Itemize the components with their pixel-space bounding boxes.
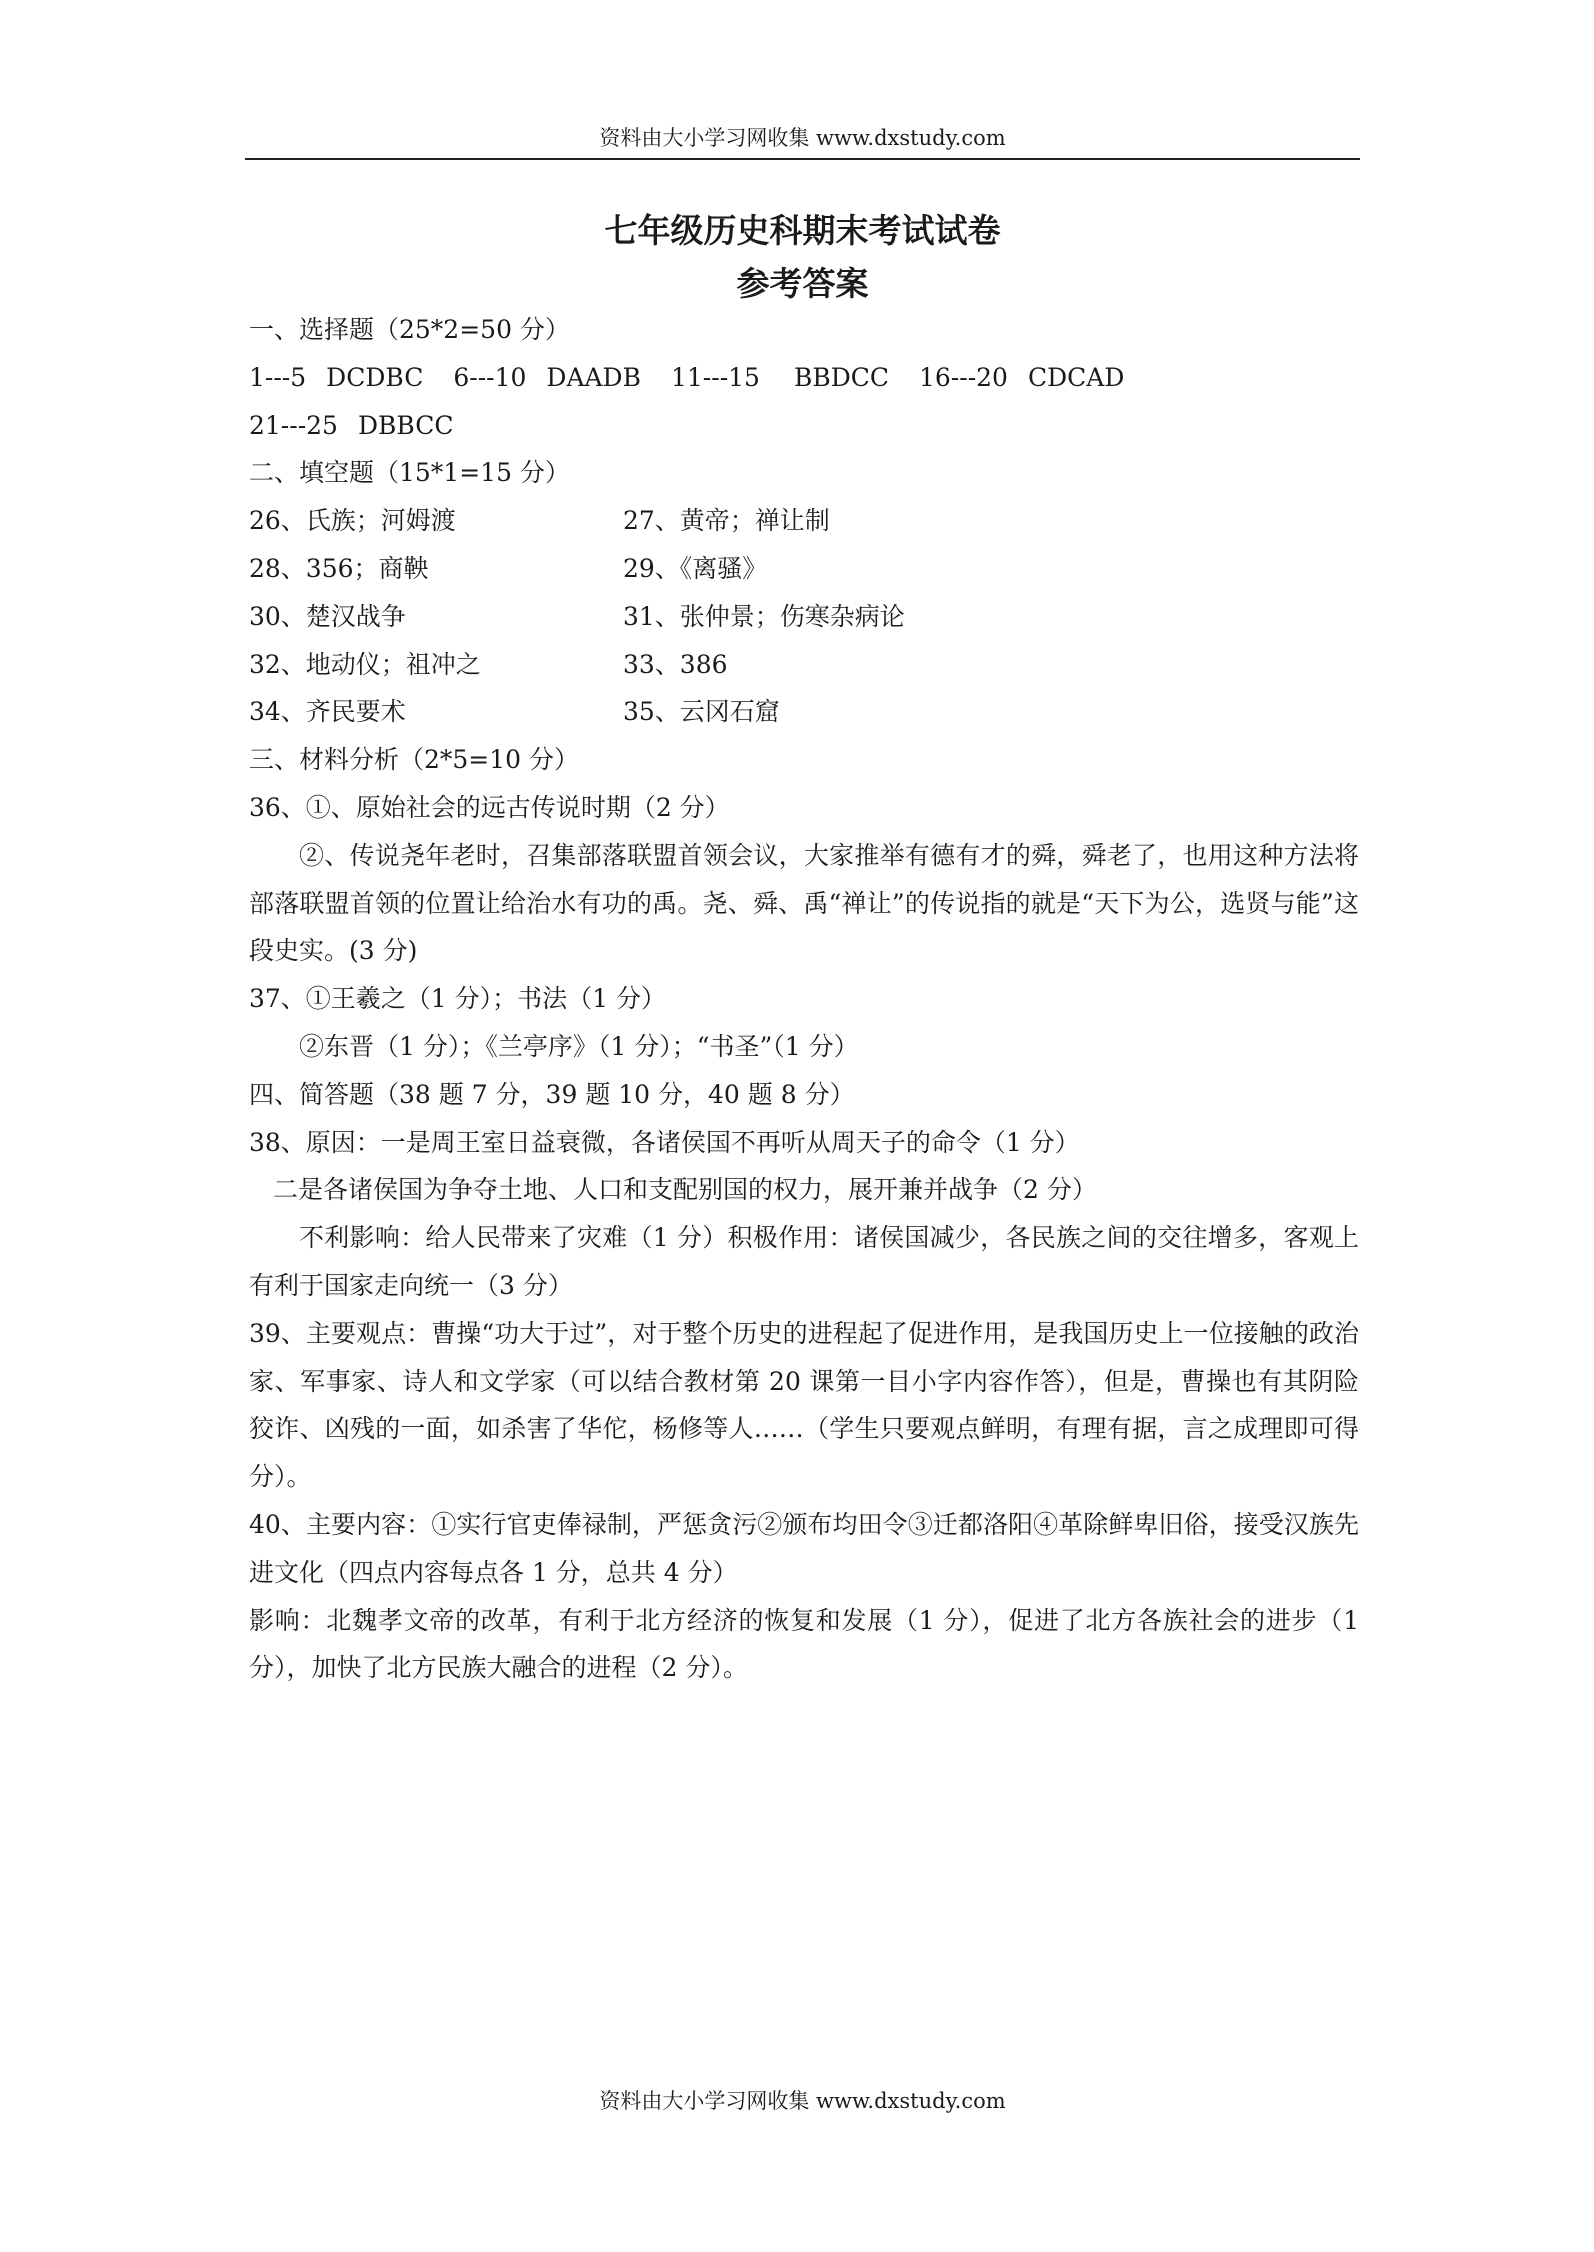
mcq-answer: DBBCC bbox=[357, 410, 454, 440]
q39-answer: 39、主要观点：曹操“功大于过”，对于整个历史的进程起了促进作用，是我国历史上一位接触的政治家、军事家、诗人和文学家（可以结合教材第 20 课第一目小字内容作答），但是，曹操也有其阴险狡诈、凶残的一面，如杀害了华佗，杨修等人……（学生只要观点鲜明，有理有据，言之成理即可得分）。 bbox=[249, 1318, 1359, 1492]
fill-answer: 35、云冈石窟 bbox=[623, 697, 780, 727]
mcq-range: 1---5 bbox=[249, 362, 307, 392]
fill-row bbox=[249, 593, 1359, 641]
q38-part1: 38、原因：一是周王室日益衰微，各诸侯国不再听从周天子的命令（1 分） bbox=[249, 1127, 1080, 1157]
q36-part2: ②、传说尧年老时，召集部落联盟首领会议，大家推举有德有才的舜，舜老了，也用这种方法将部落联盟首领的位置让给治水有功的禹。尧、舜、禹“禅让”的传说指的就是“天下为公，选贤与能”这段史实。(3 分) bbox=[249, 840, 1359, 966]
section4-heading: 四、简答题（38 题 7 分，39 题 10 分，40 题 8 分） bbox=[249, 1079, 855, 1109]
page-header: 资料由大小学习网收集 www.dxstudy.com bbox=[245, 118, 1360, 160]
fill-answer: 32、地动仪；祖冲之 bbox=[249, 649, 481, 679]
mcq-answer: DCDBC bbox=[326, 362, 424, 392]
q37-part2: ②东晋（1 分）；《兰亭序》（1 分）；“书圣”（1 分） bbox=[299, 1031, 859, 1061]
mcq-answer: DAADB bbox=[546, 362, 641, 392]
fill-answer: 30、楚汉战争 bbox=[249, 601, 406, 631]
fill-answer: 27、黄帝；禅让制 bbox=[623, 506, 830, 536]
page-subtitle: 参考答案 bbox=[736, 264, 869, 303]
fill-row bbox=[249, 497, 1359, 545]
q37-part1: 37、①王羲之（1 分）；书法（1 分） bbox=[249, 984, 667, 1014]
section3-heading: 三、材料分析（2*5=10 分） bbox=[249, 745, 580, 775]
section1-heading: 一、选择题（25*2=50 分） bbox=[249, 315, 570, 344]
q36-part1: 36、①、原始社会的远古传说时期（2 分） bbox=[249, 792, 730, 822]
fill-answer: 28、356；商鞅 bbox=[249, 553, 429, 583]
fill-answer: 33、386 bbox=[623, 649, 728, 679]
fill-row bbox=[249, 641, 1359, 689]
q38-part2: 二是各诸侯国为争夺土地、人口和支配别国的权力，展开兼并战争（2 分） bbox=[273, 1175, 1097, 1205]
mcq-answer: CDCAD bbox=[1027, 362, 1125, 392]
q40-content: 40、主要内容：①实行官吏俸禄制，严惩贪污②颁布均田令③迁都洛阳④革除鲜卑旧俗，接受汉族先进文化（四点内容每点各 1 分，总共 4 分） bbox=[249, 1509, 1359, 1587]
q40-impact: 影响：北魏孝文帝的改革，有利于北方经济的恢复和发展（1 分），促进了北方各族社会的进步（1 分），加快了北方民族大融合的进程（2 分）。 bbox=[249, 1605, 1359, 1683]
fill-answer: 29、《离骚》 bbox=[623, 553, 768, 583]
mcq-range: 6---10 bbox=[453, 362, 527, 392]
mcq-answers-line2 bbox=[249, 402, 1359, 450]
mcq-range: 21---25 bbox=[249, 410, 338, 440]
fill-row bbox=[249, 545, 1359, 593]
q38-part3: 不利影响：给人民带来了灾难（1 分）积极作用：诸侯国减少，各民族之间的交往增多，客观上有利于国家走向统一（3 分） bbox=[249, 1223, 1359, 1300]
answer-body bbox=[249, 306, 1359, 1692]
fill-answer: 26、氏族；河姆渡 bbox=[249, 506, 456, 536]
mcq-answers-line1 bbox=[249, 354, 1359, 402]
page-title: 七年级历史科期末考试试卷 bbox=[604, 211, 1001, 250]
page-footer: 资料由大小学习网收集 www.dxstudy.com bbox=[599, 2089, 1006, 2113]
mcq-range: 16---20 bbox=[919, 362, 1008, 392]
mcq-answer: BBDCC bbox=[793, 362, 889, 392]
fill-answer: 31、张仲景；伤寒杂病论 bbox=[623, 601, 905, 631]
fill-answer: 34、齐民要术 bbox=[249, 697, 406, 727]
fill-row bbox=[249, 688, 1359, 736]
mcq-range: 11---15 bbox=[670, 362, 760, 392]
section2-heading: 二、填空题（15*1=15 分） bbox=[249, 458, 570, 488]
